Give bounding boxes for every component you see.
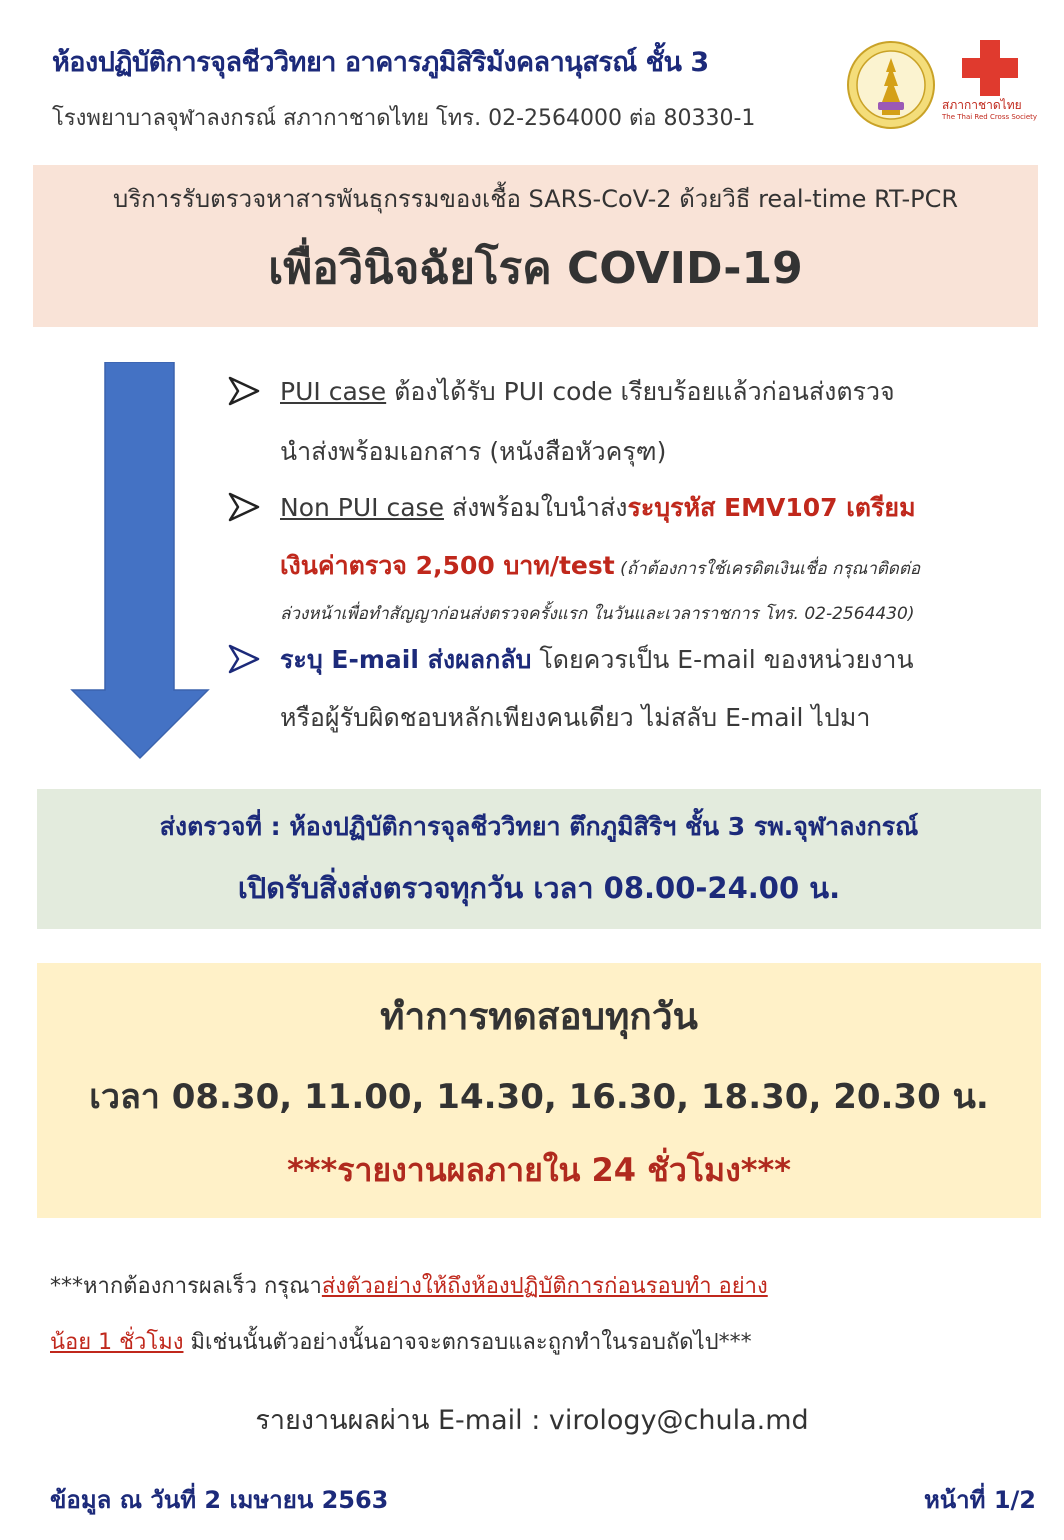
testing-schedule-box [37,963,1041,1218]
service-description: บริการรับตรวจหาสารพันธุกรรมของเชื้อ SARS-CoV-2 ด้วยวิธี real-time RT-PCR [112,185,959,213]
info-date: ข้อมูล ณ วันที่ 2 เมษายน 2563 [50,1486,389,1514]
credit-note: ล่วงหน้าเพื่อทำสัญญาก่อนส่งตรวจครั้งแรก ในวันและเวลาราชการ โทร. 02-2564430) [280,604,915,624]
arrowhead-bullet-icon [228,642,262,676]
bullet-line [280,488,916,528]
testing-title: ทำการทดสอบทุกวัน [380,995,698,1038]
fast-result-note [50,1268,768,1303]
page-number: หน้าที่ 1/2 [923,1486,1036,1514]
note-text: มิเช่นนั้นตัวอย่างนั้นอาจจะตกรอบและถูกทำในรอบถัดไป*** [183,1330,752,1355]
bullet-text: หรือผู้รับผิดชอบหลักเพียงคนเดียว ไม่สลับ E-mail ไปมา [280,703,871,732]
non-pui-case-label: Non PUI case [280,493,444,522]
testing-times: เวลา 08.30, 11.00, 14.30, 16.30, 18.30, 20.30 น. [89,1077,989,1117]
dropoff-hours: เปิดรับสิ่งส่งตรวจทุกวัน เวลา 08.00-24.00 น. [237,871,841,905]
report-turnaround: ***รายงานผลภายใน 24 ชั่วโมง*** [287,1151,791,1189]
fast-result-note [50,1324,752,1359]
down-arrow-icon [70,362,210,760]
arrowhead-bullet-icon [228,490,262,524]
arrowhead-bullet-icon [228,374,262,408]
note-emphasis: ส่งตัวอย่างให้ถึงห้องปฏิบัติการก่อนรอบทำ อย่าง [321,1274,768,1299]
pui-case-label: PUI case [280,377,387,406]
bullet-text: โดยควรเป็น E-mail ของหน่วยงาน [531,645,914,674]
dropoff-location: ส่งตรวจที่ : ห้องปฏิบัติการจุลชีววิทยา ตึกภูมิสิริฯ ชั้น 3 รพ.จุฬาลงกรณ์ [159,812,919,841]
credit-note: (ถ้าต้องการใช้เครดิตเงินเชื่อ กรุณาติดต่อ [614,559,921,579]
red-cross-thai-name: สภากาชาดไทย [942,98,1022,112]
service-title: เพื่อวินิจฉัยโรค COVID-19 [268,243,803,294]
note-text: ***หากต้องการผลเร็ว กรุณา [50,1274,322,1299]
bullet-line [280,372,895,412]
bullet-text: นำส่งพร้อมเอกสาร (หนังสือหัวครุฑ) [280,437,667,466]
bullet-line [280,546,920,586]
emv-code-text: ระบุรหัส EMV107 เตรียม [627,493,916,522]
result-email-line: รายงานผลผ่าน E-mail : virology@chula.md [255,1405,809,1436]
dropoff-box [37,789,1041,929]
note-emphasis: น้อย 1 ชั่วโมง [50,1330,184,1355]
test-price-text: เงินค่าตรวจ 2,500 บาท/test [280,551,615,580]
bullet-line [280,640,914,680]
red-cross-english-name: The Thai Red Cross Society [942,113,1038,121]
chulalongkorn-hospital-seal-icon [846,40,936,130]
hospital-contact-line: โรงพยาบาลจุฬาลงกรณ์ สภากาชาดไทย โทร. 02-2564000 ต่อ 80330-1 [52,106,756,131]
lab-title: ห้องปฏิบัติการจุลชีววิทยา อาคารภูมิสิริมังคลานุสรณ์ ชั้น 3 [52,47,709,78]
service-banner [33,165,1038,327]
email-requirement: ระบุ E-mail ส่งผลกลับ [280,645,532,674]
bullet-text: ต้องได้รับ PUI code เรียบร้อยแล้วก่อนส่งตรวจ [386,377,895,406]
bullet-text: ส่งพร้อมใบนำส่ง [443,493,628,522]
